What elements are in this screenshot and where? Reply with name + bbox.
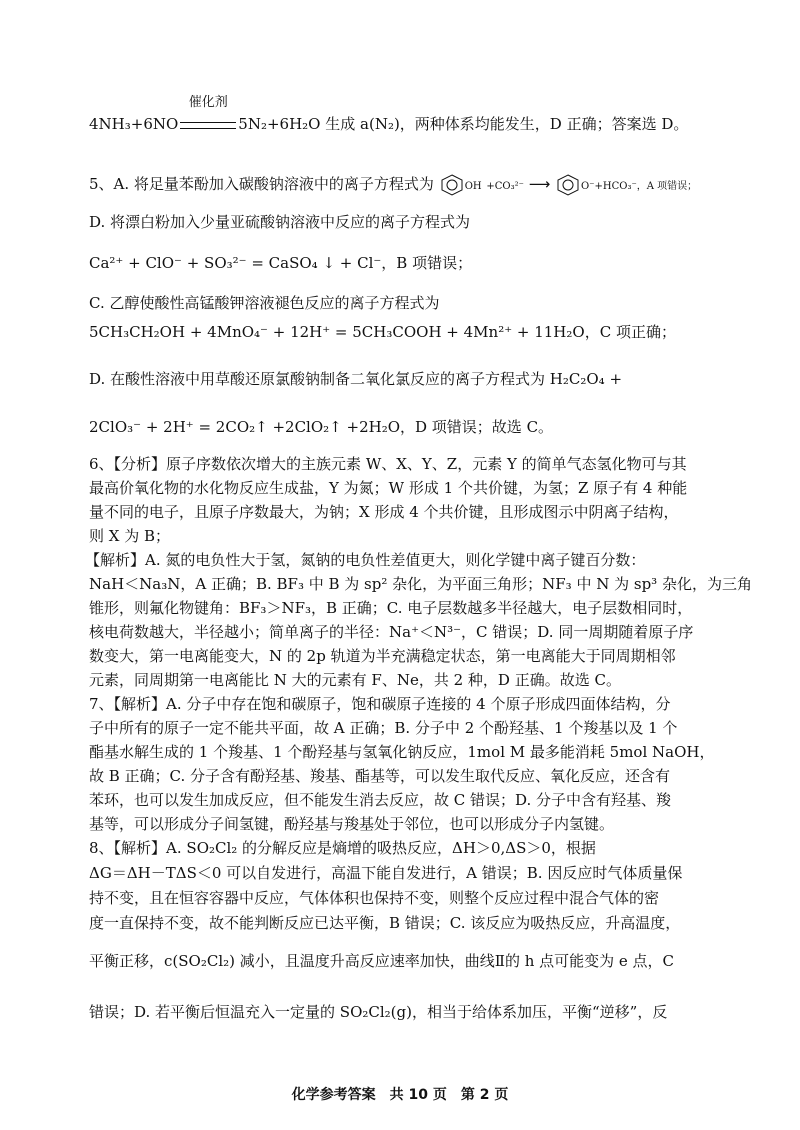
line-7-4: 故 B 正确；C. 分子含有酚羟基、羧基、酯基等，可以发生取代反应、氧化反应，还含有 — [89, 767, 671, 785]
line-8-1: 8、【解析】A. SO₂Cl₂ 的分解反应是熵增的吸热反应，ΔH＞0,ΔS＞0，根据 — [89, 839, 596, 857]
line-6-3: 量不同的电子，且原子序数最大，为钠；X 形成 4 个共价键，且形成图示中阴离子结构， — [89, 503, 679, 521]
catalyst-arrow — [180, 95, 236, 135]
reaction-arrow: ⟶ — [528, 175, 551, 193]
o-minus-label: O⁻ — [581, 181, 595, 192]
tail-text: +HCO₃⁻，A 项错误； — [594, 181, 698, 192]
line-7-2: 子中所有的原子一定不能共平面，故 A 正确；B. 分子中 2 个酚羟基、1 个羧基以及 1 个 — [89, 719, 678, 737]
line-6-1: 6、【分析】原子序数依次增大的主族元素 W、X、Y、Z，元素 Y 的简单气态氢化物可与其 — [89, 455, 687, 473]
line-8-2: ΔG＝ΔH－TΔS＜0 可以自发进行，高温下能自发进行，A 错误；B. 因反应时气体质量保 — [89, 864, 683, 882]
plus-carbonate: +CO₃²⁻ — [486, 181, 524, 192]
line-5d2: D. 在酸性溶液中用草酸还原氯酸钠制备二氧化氯反应的离子方程式为 H₂C₂O₄ + — [89, 370, 623, 388]
line-5a — [89, 173, 729, 198]
line-7-5: 苯环，也可以发生加成反应，但不能发生消去反应，故 C 错误；D. 分子中含有羟基、羧 — [89, 791, 672, 809]
page-footer: 化学参考答案 共 10 页 第 2 页 — [291, 1087, 509, 1103]
eq-right: 5N₂+6H₂O 生成 a(N₂)，两种体系均能发生，D 正确；答案选 D。 — [238, 115, 689, 133]
eq-left: 4NH₃+6NO — [89, 115, 179, 133]
line-8-6: 错误；D. 若平衡后恒温充入一定量的 SO₂Cl₂(g)，相当于给体系加压，平衡“逆移”，反 — [89, 1003, 668, 1021]
oh-label: OH — [464, 181, 482, 192]
equation-line-catalyst — [89, 95, 729, 135]
line-7-6: 基等，可以形成分子间氢键，酚羟基与羧基处于邻位，也可以形成分子内氢键。 — [89, 815, 615, 833]
line-5d-eq: Ca²⁺ + ClO⁻ + SO₃²⁻ = CaSO₄ ↓ + Cl⁻，B 项错误； — [89, 254, 473, 272]
line-6-6: NaH＜Na₃N，A 正确；B. BF₃ 中 B 为 sp² 杂化，为平面三角形；NF₃ 中 N 为 sp³ 杂化，为三角 — [89, 575, 752, 593]
line-5d2-eq: 2ClO₃⁻ + 2H⁺ = 2CO₂↑ +2ClO₂↑ +2H₂O，D 项错误；故选 C。 — [89, 418, 554, 436]
line-6-7: 锥形，则氟化物键角：BF₃＞NF₃，B 正确；C. 电子层数越多半径越大，电子层数相同时， — [89, 599, 693, 617]
line-5c-eq: 5CH₃CH₂OH + 4MnO₄⁻ + 12H⁺ = 5CH₃COOH + 4Mn²⁺ + 11H₂O，C 项正确； — [89, 323, 676, 341]
text-5a: 5、A. 将足量苯酚加入碳酸钠溶液中的离子方程式为 — [89, 175, 434, 193]
line-6-10: 元素，同周期第一电离能比 N 大的元素有 F、Ne，共 2 种，D 正确。故选 C。 — [89, 671, 621, 689]
catalyst-label: 催化剂 — [188, 95, 228, 110]
line-7-3: 酯基水解生成的 1 个羧基、1 个酚羟基与氢氧化钠反应，1mol M 最多能消耗 5mol NaOH， — [89, 743, 715, 761]
phenol-ring-icon — [439, 174, 465, 196]
line-8-4: 度一直保持不变，故不能判断反应已达平衡，B 错误；C. 该反应为吸热反应，升高温度， — [89, 914, 681, 932]
line-6-5: 【解析】A. 氮的电负性大于氢，氮钠的电负性差值更大，则化学键中离子键百分数： — [85, 551, 646, 569]
line-6-9: 数变大，第一电离能变大，N 的 2p 轨道为半充满稳定状态，第一电离能大于同周期相邻 — [89, 647, 676, 665]
line-8-5: 平衡正移，c(SO₂Cl₂) 减小，且温度升高反应速率加快，曲线Ⅱ的 h 点可能变为 e 点，C — [89, 952, 675, 970]
line-5d: D. 将漂白粉加入少量亚硫酸钠溶液中反应的离子方程式为 — [89, 213, 471, 231]
line-7-1: 7、【解析】A. 分子中存在饱和碳原子，饱和碳原子连接的 4 个原子形成四面体结构，分 — [89, 695, 671, 713]
phenoxide-ring-icon — [555, 174, 581, 196]
line-5c: C. 乙醇使酸性高锰酸钾溶液褪色反应的离子方程式为 — [89, 294, 440, 312]
line-6-2: 最高价氧化物的水化物反应生成盐，Y 为氮；W 形成 1 个共价键，为氢；Z 原子有 4 种能 — [89, 479, 688, 497]
line-8-3: 持不变，且在恒容容器中反应，气体体积也保持不变，则整个反应过程中混合气体的密 — [89, 889, 660, 907]
line-6-4: 则 X 为 B； — [89, 527, 171, 545]
line-6-8: 核电荷数越大，半径越小；简单离子的半径：Na⁺＜N³⁻，C 错误；D. 同一周期随着原子序 — [89, 623, 694, 641]
